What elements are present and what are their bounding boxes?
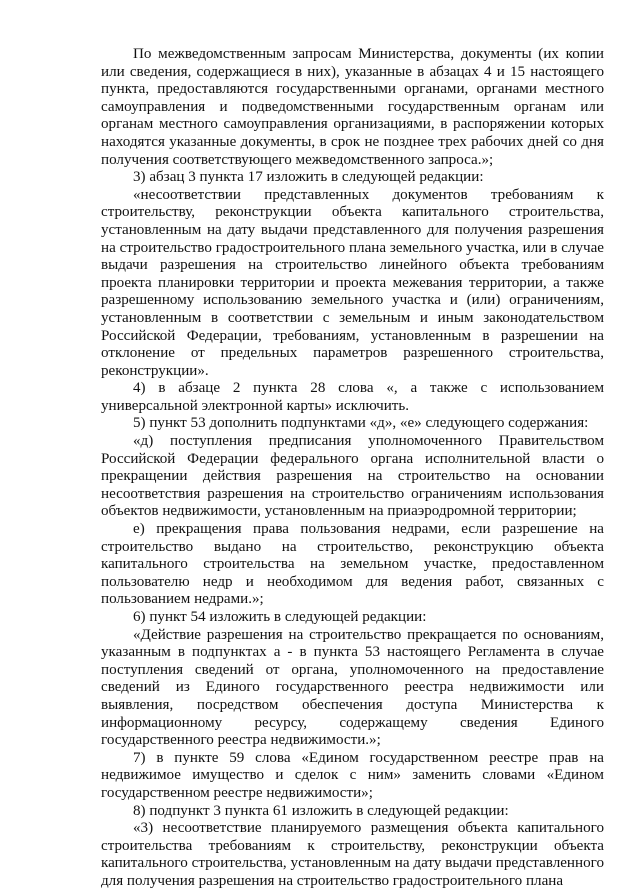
paragraph-item-8-heading: 8) подпункт 3 пункта 61 изложить в следующей редакции: [133, 802, 509, 819]
document-body [101, 46, 604, 891]
paragraph-item-5-heading: 5) пункт 53 дополнить подпунктами «д», «е» следующего содержания: [133, 415, 589, 432]
paragraph-item-4: 4) в абзаце 2 пункта 28 слова «, а также с использованием универсальной электронной карты» исключить. [101, 380, 604, 414]
paragraph-item-6-text: «Действие разрешения на строительство прекращается по основаниям, указанным в подпунктах а - в пункта 53 настоящего Регламента в случае поступления сведений от органа, уполномоченного на предоставление сведений из Единого государственного реестра недвижимости или выявления, посредством обеспечения доступа Министерства к информационному ресурсу, содержащему сведения Единого государственного реестра недвижимости.»; [101, 626, 604, 749]
paragraph-subitem-d: «д) поступления предписания уполномоченного Правительством Российской Федерации федерального органа исполнительной власти о прекращении действия разрешения на строительство на основании несоответствия разрешения на строительство ограничениям использования объектов недвижимости, установленным на приаэродромной территории; [101, 433, 604, 520]
paragraph-interagency-requests: По межведомственным запросам Министерства, документы (их копии или сведения, содержащиеся в них), указанные в абзацах 4 и 15 настоящего пункта, предоставляются государственными органами, органами местного самоуправления и подведомственными государственным органам или органам местного самоуправления организациями, в распоряжении которых находятся указанные документы, в срок не позднее трех рабочих дней со дня получения соответствующего межведомственного запроса.»; [101, 46, 604, 168]
paragraph-subitem-e: е) прекращения права пользования недрами, если разрешение на строительство выдано на строительство, реконструкцию объекта капитального строительства на земельном участке, предоставленном пользователю недр и необходимом для ведения работ, связанных с пользованием недрами.»; [101, 521, 604, 608]
paragraph-item-8-text: «3) несоответствие планируемого размещения объекта капитального строительства требованиям к строительству, реконструкции объекта капитального строительства, установленным на дату выдачи представленного для получения разрешения на строительство градостроительного плана [101, 820, 604, 889]
paragraph-item-3-text: «несоответствии представленных документов требованиям к строительству, реконструкции объекта капитального строительства, установленным на дату выдачи представленного для получения разрешения на строительство градостроительного плана земельного участка, или в случае выдачи разрешения на строительство линейного объекта требованиям проекта планировки территории и проекта межевания территории, а также разрешенному использованию земельного участка и (или) ограничениям, установленным в соответствии с земельным и иным законодательством Российской Федерации, требованиям, установленным в разрешении на отклонение от предельных параметров разрешенного строительства, реконструкции». [101, 186, 604, 379]
paragraph-item-6-heading: 6) пункт 54 изложить в следующей редакции: [133, 609, 427, 625]
paragraph-item-3-heading: 3) абзац 3 пункта 17 изложить в следующей редакции: [133, 169, 484, 186]
paragraph-item-7: 7) в пункте 59 слова «Едином государственном реестре прав на недвижимое имущество и сделок с ним» заменить словами «Едином государственном реестре недвижимости»; [101, 749, 604, 801]
